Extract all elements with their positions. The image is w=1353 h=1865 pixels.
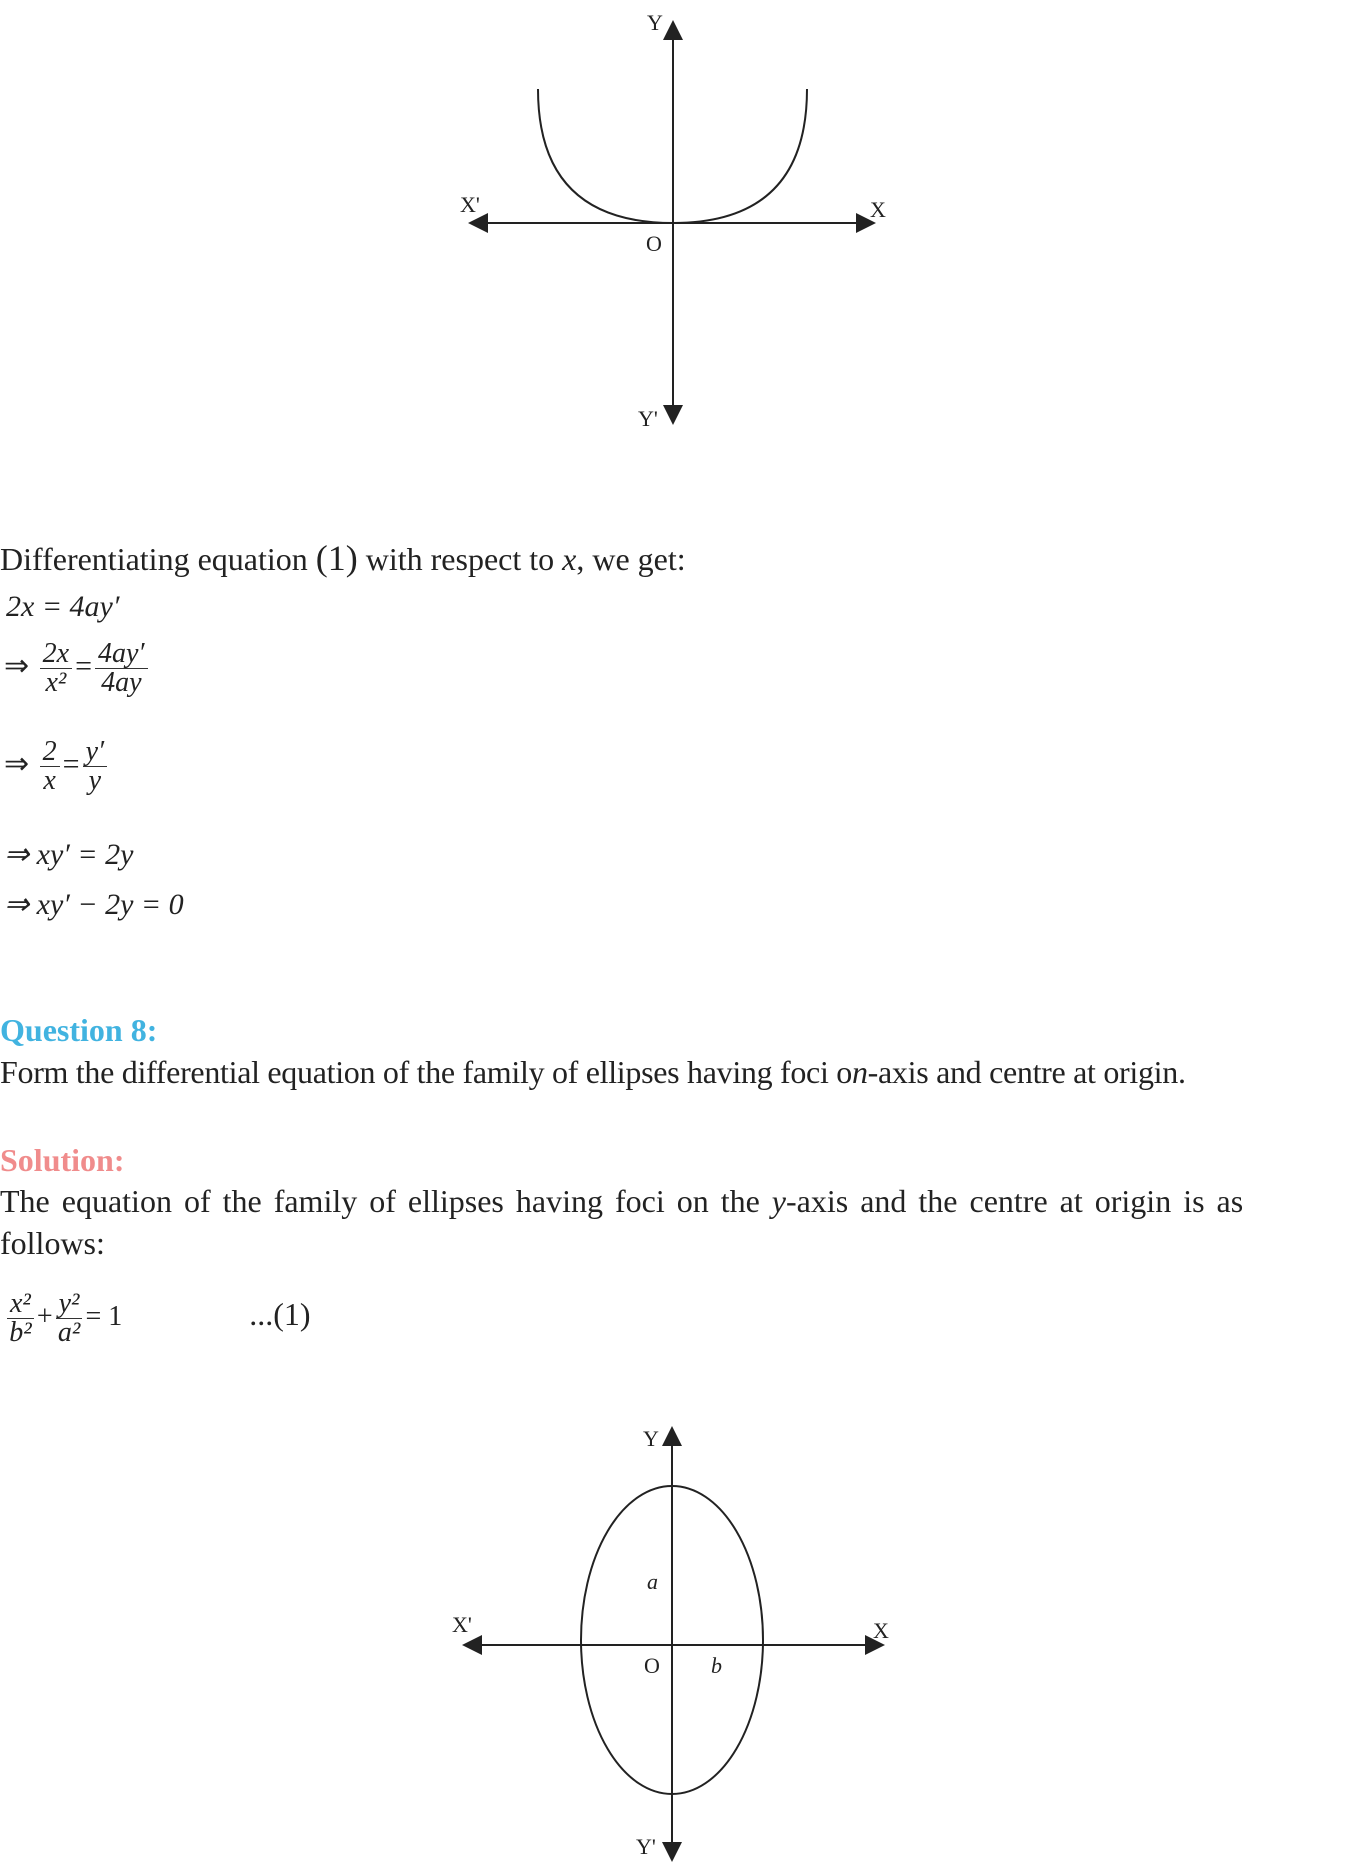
equals: = xyxy=(62,747,80,781)
question-heading: Question 8: xyxy=(0,1012,158,1048)
numerator: y² xyxy=(56,1290,83,1319)
text: with respect to xyxy=(365,541,555,577)
denominator: x xyxy=(43,765,56,796)
label-a: a xyxy=(647,1569,658,1594)
fraction xyxy=(95,640,148,697)
equation-ref: (1) xyxy=(315,538,358,578)
label-b: b xyxy=(711,1653,722,1678)
text: The equation of the family of ellipses having foci on the xyxy=(0,1183,772,1219)
label-origin: O xyxy=(644,1653,660,1678)
numerator: 2 xyxy=(40,738,60,767)
text: Form the differential equation of the family of ellipses having foci o xyxy=(0,1054,852,1090)
step-5: ⇒ xy′ − 2y = 0 xyxy=(4,888,184,921)
fraction xyxy=(7,1290,34,1347)
denominator: y xyxy=(88,765,102,796)
label-x-prime: X' xyxy=(460,192,480,217)
fraction xyxy=(56,1290,83,1347)
variable: y xyxy=(771,1183,786,1219)
denominator: b² xyxy=(9,1317,32,1348)
text: -axis and the centre at origin is as xyxy=(786,1183,1244,1219)
label-origin: O xyxy=(646,231,662,256)
step-2 xyxy=(4,640,151,697)
step-4: ⇒ xy′ = 2y xyxy=(4,838,134,871)
numerator: x² xyxy=(7,1290,34,1319)
label-x: X xyxy=(870,197,886,222)
fraction xyxy=(83,738,108,795)
implies-arrow: ⇒ xyxy=(4,649,30,683)
solution-line-2: follows: xyxy=(0,1225,105,1261)
ellipse-curve xyxy=(581,1486,763,1794)
denominator: 4ay xyxy=(101,667,142,698)
text: -axis and centre at origin. xyxy=(867,1054,1186,1090)
numerator: 2x xyxy=(40,640,72,669)
solution-heading: Solution: xyxy=(0,1142,125,1178)
fraction xyxy=(40,640,72,697)
equation-ref: ...(1) xyxy=(249,1295,311,1332)
variable: x xyxy=(562,541,577,577)
numerator: y′ xyxy=(83,738,108,767)
plus: + xyxy=(36,1300,53,1332)
implies-arrow: ⇒ xyxy=(4,747,30,781)
step-1: 2x = 4ay′ xyxy=(6,590,120,623)
question-text xyxy=(0,1056,1186,1088)
parabola-graph xyxy=(0,0,1353,440)
label-x: X xyxy=(873,1618,889,1643)
solution-line-1 xyxy=(0,1185,1243,1217)
label-x-prime: X' xyxy=(452,1612,472,1637)
text: Differentiating equation xyxy=(0,541,308,577)
rhs: = 1 xyxy=(85,1300,123,1332)
label-y-prime: Y' xyxy=(638,406,658,431)
differentiating-line xyxy=(0,540,686,576)
text: , we get: xyxy=(576,541,686,577)
step-3 xyxy=(4,738,110,795)
label-y: Y xyxy=(647,10,663,35)
label-y: Y xyxy=(643,1426,659,1451)
numerator: 4ay′ xyxy=(95,640,148,669)
text: n xyxy=(851,1054,868,1090)
fraction xyxy=(40,738,60,795)
denominator: x² xyxy=(45,667,67,698)
denominator: a² xyxy=(57,1317,81,1348)
label-y-prime: Y' xyxy=(636,1834,656,1859)
ellipse-equation xyxy=(4,1290,311,1347)
equals: = xyxy=(75,649,92,683)
